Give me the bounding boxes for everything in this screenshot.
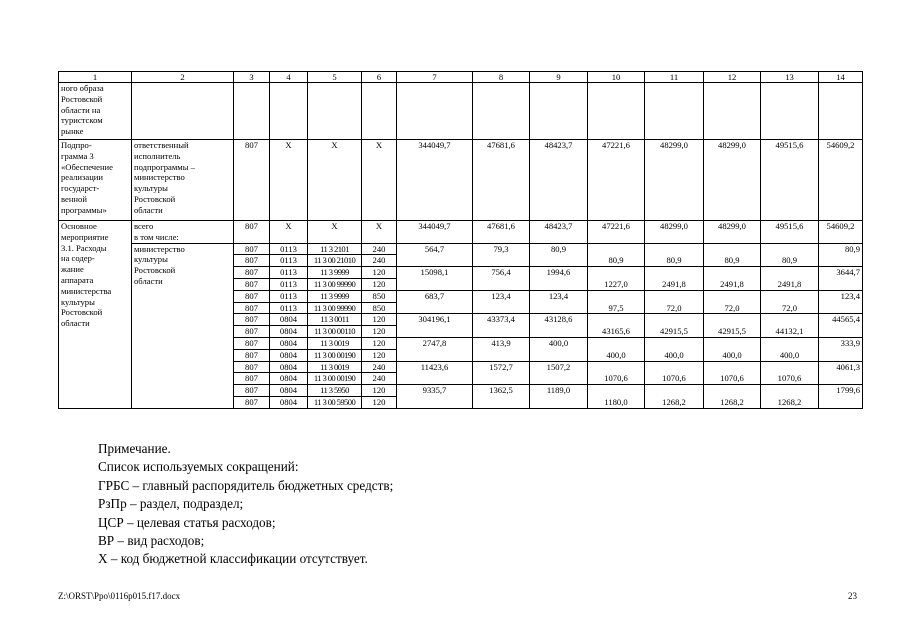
grbs-cell: 807 (234, 373, 270, 385)
value-cell (761, 314, 819, 338)
main-event-name-cell: Основное мероприятие 3.1. Расходы на содер- жание аппарата министерства культуры Ростовской области (59, 221, 132, 409)
value-text: 42915,5 (660, 326, 688, 337)
csr-cell: 11 3 00 21010 (308, 255, 362, 267)
rzpr-cell: 0804 (270, 326, 308, 338)
abbreviation-item: ГРБС – главный распорядитель бюджетных средств; (98, 477, 394, 493)
csr-cell: 11 3 00 99990 (308, 302, 362, 314)
event-name-cell: ного образа Ростовской области на туристском рынке (59, 83, 132, 140)
value-cell: 80,9 (530, 243, 588, 267)
ministry-cell: министерство культуры Ростовской области (132, 243, 234, 408)
empty-cell (308, 83, 362, 140)
value-cell: 564,7 (397, 243, 473, 267)
value-text: 1180,0 (604, 396, 628, 407)
rzpr-cell: 0804 (270, 337, 308, 349)
rzpr-cell: 0113 (270, 243, 308, 255)
value-cell (588, 361, 645, 385)
rzpr-cell: 0804 (270, 361, 308, 373)
value-cell: 43373,4 (473, 314, 530, 338)
abbreviation-item: РзПр – раздел, подраздел; (98, 496, 244, 512)
value-text: 1070,6 (604, 373, 628, 384)
value-cell (645, 314, 704, 338)
value-cell (704, 337, 761, 361)
notes-title: Примечание. (98, 441, 171, 456)
value-cell (588, 243, 645, 267)
grbs-cell: 807 (234, 278, 270, 290)
header-cell: 7 (397, 72, 473, 83)
value-text: 2491,8 (720, 278, 744, 289)
value-cell: 344049,7 (397, 221, 473, 244)
csr-cell: 11 3 2101 (308, 243, 362, 255)
value-cell: 9335,7 (397, 385, 473, 409)
continuation-row (59, 83, 863, 140)
value-cell (761, 243, 819, 267)
value-cell: 48299,0 (704, 221, 761, 244)
value-cell (704, 243, 761, 267)
executor-cell: ответственный исполнитель подпрограммы – министерство культуры Ростовской области (132, 140, 234, 221)
value-text: 1070,6 (662, 373, 686, 384)
value-cell: 47681,6 (473, 140, 530, 221)
value-cell: 1189,0 (530, 385, 588, 409)
header-cell: 14 (819, 72, 863, 83)
value-text: 1268,2 (777, 396, 802, 407)
value-cell: 400,0 (530, 337, 588, 361)
value-text: 400,0 (606, 349, 626, 360)
value-cell: 1572,7 (473, 361, 530, 385)
empty-cell (819, 83, 863, 140)
file-path: Z:\ORST\Ppo\0116p015.f17.docx (58, 591, 181, 601)
rzpr-cell: 0113 (270, 302, 308, 314)
empty-cell (362, 83, 397, 140)
value-cell: 80,9 (819, 243, 863, 267)
rzpr-cell: Х (270, 221, 308, 244)
value-text: 400,0 (722, 349, 742, 360)
header-cell: 12 (704, 72, 761, 83)
empty-cell (704, 83, 761, 140)
value-cell: 48299,0 (645, 221, 704, 244)
main-event-row (59, 221, 863, 244)
empty-cell (234, 83, 270, 140)
value-text: 80,9 (666, 255, 682, 266)
empty-cell (530, 83, 588, 140)
value-text: 1070,6 (720, 373, 744, 384)
csr-cell: Х (308, 140, 362, 221)
grbs-cell: 807 (234, 140, 270, 221)
value-cell (704, 290, 761, 314)
value-cell: 3644,7 (819, 267, 863, 291)
rzpr-cell: 0804 (270, 396, 308, 408)
header-cell: 4 (270, 72, 308, 83)
value-cell (704, 361, 761, 385)
grbs-cell: 807 (234, 337, 270, 349)
empty-cell (270, 83, 308, 140)
vr-cell: 120 (362, 396, 397, 408)
header-cell: 11 (645, 72, 704, 83)
csr-cell: 11 3 00 00190 (308, 349, 362, 361)
page-number: 23 (848, 591, 857, 601)
table-row (59, 243, 863, 255)
value-cell: 47221,6 (588, 140, 645, 221)
value-cell (588, 337, 645, 361)
grbs-cell: 807 (234, 302, 270, 314)
value-cell: 47681,6 (473, 221, 530, 244)
empty-cell (588, 83, 645, 140)
subprogram-row (59, 140, 863, 221)
rzpr-cell: 0113 (270, 255, 308, 267)
vr-cell: 850 (362, 302, 397, 314)
csr-cell: 11 3 9999 (308, 290, 362, 302)
value-text: 44132,1 (775, 326, 804, 337)
abbreviation-item: ЦСР – целевая статья расходов; (98, 514, 276, 530)
value-cell (761, 361, 819, 385)
vr-cell: 120 (362, 326, 397, 338)
vr-cell: 240 (362, 243, 397, 255)
value-text: 1268,2 (662, 396, 686, 407)
value-cell: 43128,6 (530, 314, 588, 338)
empty-cell (645, 83, 704, 140)
header-cell: 5 (308, 72, 362, 83)
vr-cell: 240 (362, 255, 397, 267)
value-cell: 1362,5 (473, 385, 530, 409)
value-cell (761, 290, 819, 314)
value-text: 80,9 (608, 255, 624, 266)
value-cell: 47221,6 (588, 221, 645, 244)
grbs-cell: 807 (234, 267, 270, 279)
value-cell (645, 290, 704, 314)
notes-section (98, 440, 393, 569)
value-cell (645, 361, 704, 385)
grbs-cell: 807 (234, 349, 270, 361)
header-cell: 2 (132, 72, 234, 83)
grbs-cell: 807 (234, 385, 270, 397)
vr-cell: 120 (362, 337, 397, 349)
grbs-cell: 807 (234, 243, 270, 255)
value-cell: 1799,6 (819, 385, 863, 409)
csr-cell: Х (308, 221, 362, 244)
grbs-cell: 807 (234, 290, 270, 302)
grbs-cell: 807 (234, 396, 270, 408)
value-cell (645, 385, 704, 409)
csr-cell: 11 3 00 99990 (308, 278, 362, 290)
csr-cell: 11 3 00 00110 (308, 326, 362, 338)
header-cell: 1 (59, 72, 132, 83)
header-cell: 10 (588, 72, 645, 83)
rzpr-cell: 0804 (270, 385, 308, 397)
rzpr-cell: 0113 (270, 278, 308, 290)
vr-cell: Х (362, 140, 397, 221)
value-text: 1070,6 (777, 373, 802, 384)
value-cell (588, 385, 645, 409)
value-text: 2491,8 (777, 278, 802, 289)
value-cell: 123,4 (530, 290, 588, 314)
vr-cell: 120 (362, 349, 397, 361)
value-cell: 333,9 (819, 337, 863, 361)
rzpr-cell: 0804 (270, 314, 308, 326)
value-cell: 15098,1 (397, 267, 473, 291)
value-cell: 44565,4 (819, 314, 863, 338)
vr-cell: 120 (362, 314, 397, 326)
value-text: 2491,8 (662, 278, 686, 289)
value-text: 400,0 (779, 349, 800, 360)
rzpr-cell: Х (270, 140, 308, 221)
value-cell: 11423,6 (397, 361, 473, 385)
value-cell (704, 267, 761, 291)
value-cell: 48299,0 (704, 140, 761, 221)
value-cell: 344049,7 (397, 140, 473, 221)
value-cell (588, 314, 645, 338)
value-text: 43165,6 (602, 326, 630, 337)
value-cell (761, 337, 819, 361)
event-total-label: всего в том числе: (132, 221, 234, 244)
value-cell: 1507,2 (530, 361, 588, 385)
header-cell: 8 (473, 72, 530, 83)
value-text: 72,0 (724, 302, 740, 313)
csr-cell: 11 3 0019 (308, 337, 362, 349)
csr-cell: 11 3 0019 (308, 361, 362, 373)
value-cell (761, 267, 819, 291)
value-cell: 49515,6 (761, 140, 819, 221)
value-cell (588, 290, 645, 314)
vr-cell: 120 (362, 278, 397, 290)
header-cell: 3 (234, 72, 270, 83)
vr-cell: 120 (362, 267, 397, 279)
rzpr-cell: 0113 (270, 290, 308, 302)
empty-cell (473, 83, 530, 140)
value-cell (704, 314, 761, 338)
grbs-cell: 807 (234, 255, 270, 267)
value-cell (645, 243, 704, 267)
value-text: 1227,0 (604, 278, 628, 289)
value-text: 97,5 (608, 302, 624, 313)
value-cell: 48423,7 (530, 140, 588, 221)
value-text: 72,0 (666, 302, 682, 313)
vr-cell: 850 (362, 290, 397, 302)
abbreviation-item: ВР – вид расходов; (98, 533, 205, 549)
empty-cell (761, 83, 819, 140)
value-cell: 48423,7 (530, 221, 588, 244)
value-cell (645, 267, 704, 291)
value-cell (704, 385, 761, 409)
value-cell: 79,3 (473, 243, 530, 267)
value-cell: 1994,6 (530, 267, 588, 291)
value-cell: 683,7 (397, 290, 473, 314)
vr-cell: 240 (362, 373, 397, 385)
grbs-cell: 807 (234, 314, 270, 326)
header-cell: 6 (362, 72, 397, 83)
vr-cell: 240 (362, 361, 397, 373)
subprogram-name-cell: Подпро- грамма 3 «Обеспечение реализации государст- венной программы» (59, 140, 132, 221)
csr-cell: 11 3 9999 (308, 267, 362, 279)
value-cell (645, 337, 704, 361)
csr-cell: 11 3 0011 (308, 314, 362, 326)
rzpr-cell: 0113 (270, 267, 308, 279)
value-cell: 413,9 (473, 337, 530, 361)
value-cell (588, 267, 645, 291)
empty-cell (397, 83, 473, 140)
value-cell: 49515,6 (761, 221, 819, 244)
column-number-row (59, 72, 863, 83)
value-text: 1268,2 (720, 396, 744, 407)
header-cell: 9 (530, 72, 588, 83)
budget-table (58, 71, 863, 409)
value-text: 400,0 (664, 349, 684, 360)
vr-cell: 120 (362, 385, 397, 397)
value-text: 72,0 (781, 302, 798, 313)
abbreviation-item: Х – код бюджетной классификации отсутствует. (98, 551, 368, 567)
value-cell: 123,4 (473, 290, 530, 314)
value-text: 42915,5 (718, 326, 746, 337)
grbs-cell: 807 (234, 221, 270, 244)
header-cell: 13 (761, 72, 819, 83)
grbs-cell: 807 (234, 361, 270, 373)
csr-cell: 11 3 00 00190 (308, 373, 362, 385)
value-text: 80,9 (724, 255, 740, 266)
rzpr-cell: 0804 (270, 349, 308, 361)
value-text: 80,9 (781, 255, 798, 266)
grbs-cell: 807 (234, 326, 270, 338)
value-cell: 54609,2 (819, 221, 863, 244)
csr-cell: 11 3 00 59500 (308, 396, 362, 408)
value-cell: 756,4 (473, 267, 530, 291)
vr-cell: Х (362, 221, 397, 244)
value-cell (761, 385, 819, 409)
value-cell: 4061,3 (819, 361, 863, 385)
value-cell: 123,4 (819, 290, 863, 314)
csr-cell: 11 3 5950 (308, 385, 362, 397)
rzpr-cell: 0804 (270, 373, 308, 385)
value-cell: 54609,2 (819, 140, 863, 221)
empty-cell (132, 83, 234, 140)
value-cell: 2747,8 (397, 337, 473, 361)
abbreviations-title: Список используемых сокращений: (98, 459, 299, 475)
value-cell: 48299,0 (645, 140, 704, 221)
value-cell: 304196,1 (397, 314, 473, 338)
